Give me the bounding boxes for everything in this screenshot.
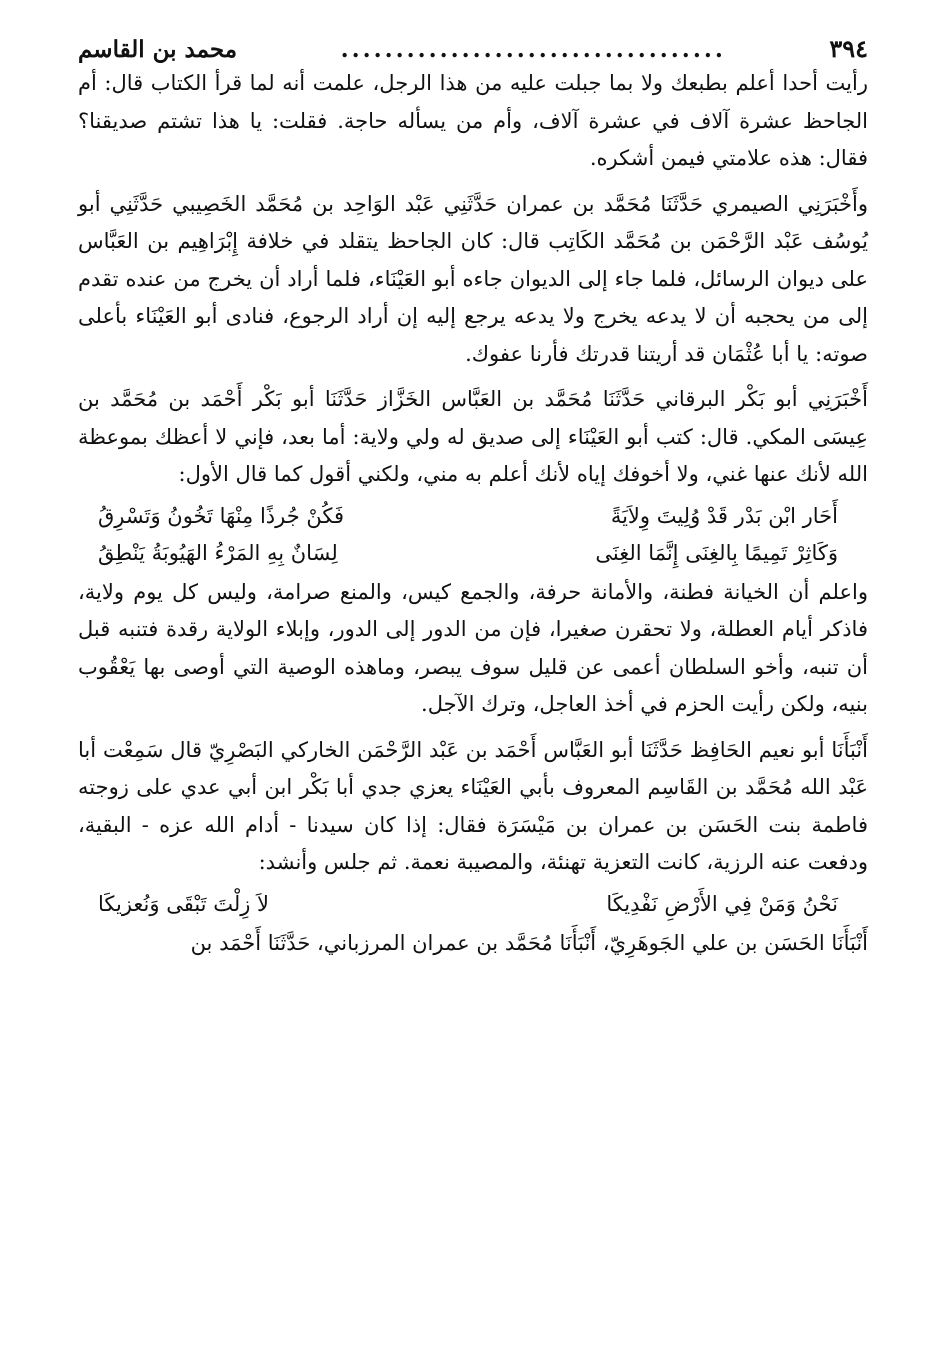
verse-second-half: فَكُنْ جُرذًا مِنْهَا تَخُونُ وَتَسْرِقُ [98,503,345,528]
paragraph-1: رأيت أحدا أعلم بطبعك ولا بما جبلت عليه من هذا الرجل، علمت أنه لما قرأ الكتاب قال: أم الجاحظ عشرة آلاف في عشرة آلاف، وأم من يسأله حاجة. فقلت: يا هذا تشتم صديقنا؟ فقال: هذه علامتي فيمن أشكره. [78,71,868,170]
page-header [78,34,868,65]
running-title: محمد بن القاسم [78,36,238,63]
paragraph-3: أَخْبَرَنِي أبو بَكْر البرقاني حَدَّثَنَا مُحَمَّد بن العَبَّاس الخَزَّاز حَدَّثَنَا أبو بَكْر أَحْمَد بن مُحَمَّد بن عِيسَى المكي. قال: كتب أبو العَيْنَاء إلى صديق له ولي ولاية: أما بعد، فإني لا أعظك بموعظة الله لأنك عنها غني، ولا أخوفك إياه لأنك أعلم به مني، ولكني أقول كما قال الأول: [78,387,868,486]
paragraph-5: أَنْبَأَنَا أبو نعيم الحَافِظ حَدَّثَنَا أبو العَبَّاس أَحْمَد بن عَبْد الرَّحْمَن الخاركي البَصْرِيّ قال سَمِعْت أبا عَبْد الله مُحَمَّد بن القَاسِم المعروف بأبي العَيْنَاء يعزي جدي أبا بَكْر ابن أبي عدي على زوجته فاطمة بنت الحَسَن بن عمران بن مَيْسَرَة فقال: إذا كان سيدنا - أدام الله عزه - البقية، ودفعت عنه الرزية، كانت التعزية تهنئة، والمصيبة نعمة. ثم جلس وأنشد: [78,737,868,874]
poem-1 [78,498,868,572]
book-page [78,34,868,1340]
paragraph-2: وأَخْبَرَنِي الصيمري حَدَّثَنَا مُحَمَّد بن عمران حَدَّثَنِي عَبْد الوَاحِد بن مُحَمَّد الخَصِيبي حَدَّثَنِي أبو يُوسُف عَبْد الرَّحْمَن بن مُحَمَّد الكَاتِب قال: كان الجاحظ يتقلد في خلافة إِبْرَاهِيم بن العَبَّاس على ديوان الرسائل، فلما جاء إلى الديوان جاءه أبو العَيْنَاء، فلما أراد أن يخرج من عنده تقدم إلى من يحجبه أن لا يدعه يخرج ولا يدعه يرجع إليه إن أراد الرجوع، فنادى أبو العَيْنَاء بأعلى صوته: يا أبا عُثْمَان قد أريتنا قدرتك فأرنا عفوك. [78,191,868,366]
verse-first-half: نَحْنُ وَمَنْ فِي الأَرْضِ نَفْدِيكَا [606,891,838,916]
verse-first-half: وَكَاثِرْ تَمِيمًا بِالغِنَى إِنَّمَا الغِنَى [595,540,838,565]
poem-2 [78,886,868,923]
page-number: ٣٩٤ [829,34,868,63]
poem-verse [98,886,838,923]
paragraph-4: واعلم أن الخيانة فطنة، والأمانة حرفة، والجمع كيس، والمنع صرامة، وليس كل يوم ولاية، فاذكر أيام العطلة، ولا تحقرن صغيرا، فإن من الدور إلى الدور، وإبلاء الولاية رقدة فتنبه قبل أن تنبه، وأخو السلطان أعمى عن قليل سوف يبصر، وماهذه الوصية التي أوصى بها يَعْقُوب بنيه، ولكن رأيت الحزم في أخذ العاجل، وترك الآجل. [78,579,868,716]
header-dots: ................................... [340,36,726,63]
poem-verse [98,498,838,535]
verse-first-half: أَحَار ابْن بَدْر قَدْ وُلِيتَ وِلاَيَةً [610,503,838,528]
verse-second-half: لاَ زِلْتَ تَبْقَى وَنُعزيكَا [98,891,270,916]
final-line: أَنْبَأَنَا الحَسَن بن علي الجَوهَرِيّ، أَنْبَأَنَا مُحَمَّد بن عمران المرزباني، حَدَّثَنَا أَحْمَد بن [190,930,868,955]
verse-second-half: لِسَانٌ بِهِ المَرْءُ الهَيُوبَةُ يَنْطِقُ [98,540,338,565]
poem-verse [98,535,838,572]
